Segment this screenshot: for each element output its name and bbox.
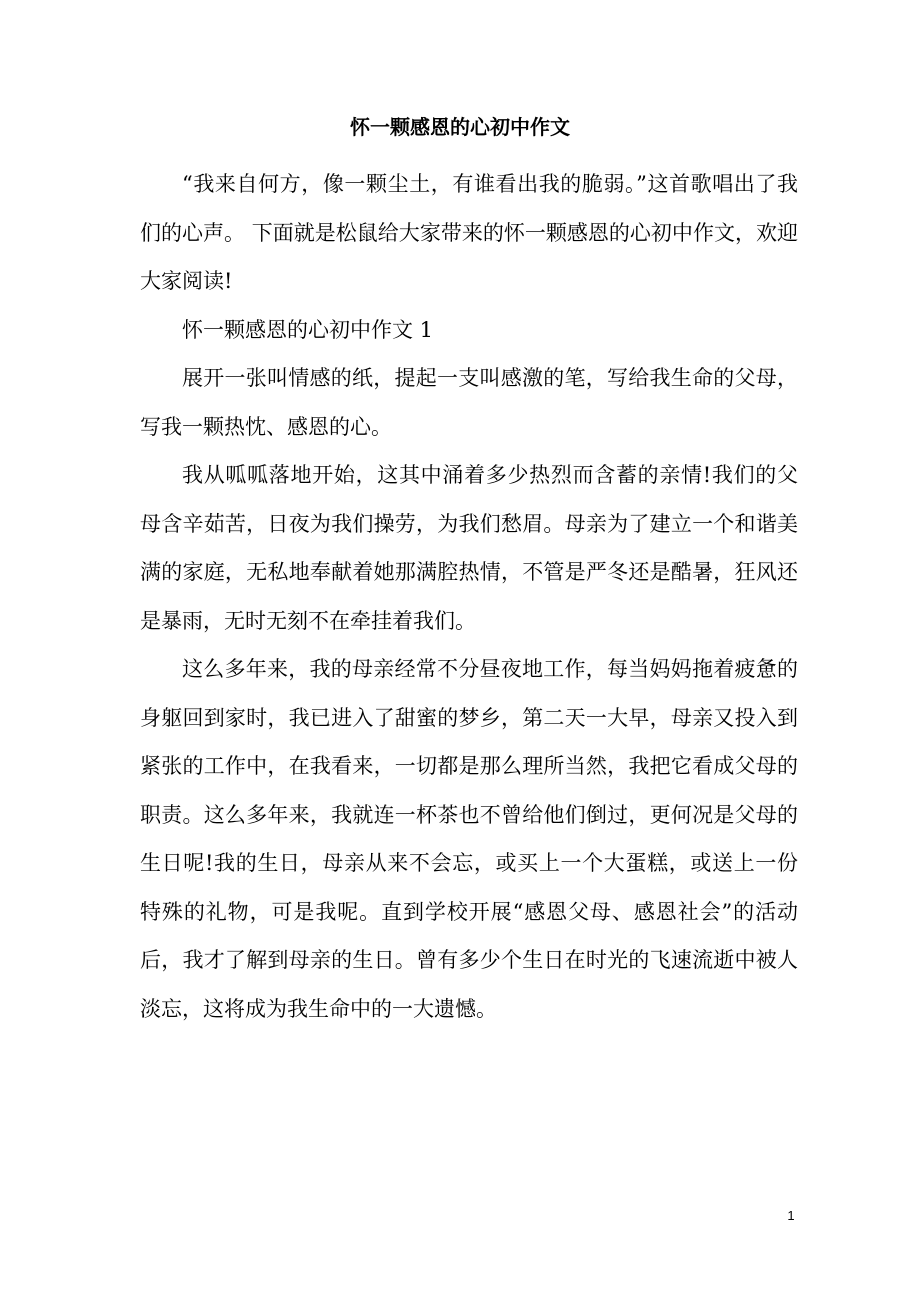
body-paragraph: 展开一张叫情感的纸，提起一支叫感激的笔，写给我生命的父母，写我一颗热忱、感恩的心。	[140, 366, 798, 439]
document-body	[140, 160, 798, 1033]
document-title: 怀一颗感恩的心初中作文	[350, 115, 570, 139]
section-title: 怀一颗感恩的心初中作文 1	[182, 317, 434, 342]
intro-paragraph: “我来自何方，像一颗尘土，有谁看出我的脆弱。”这首歌唱出了我们的心声。 下面就是松鼠给大家带来的怀一颗感恩的心初中作文，欢迎大家阅读!	[140, 172, 798, 293]
body-paragraph: 我从呱呱落地开始，这其中涌着多少热烈而含蓄的亲情!我们的父母含辛茹苦，日夜为我们操劳，为我们愁眉。母亲为了建立一个和谐美满的家庭，无私地奉献着她那满腔热情，不管是严冬还是酷暑，狂风还是暴雨，无时无刻不在牵挂着我们。	[140, 463, 798, 633]
page-number: 1	[787, 1208, 795, 1223]
body-paragraph: 这么多年来，我的母亲经常不分昼夜地工作，每当妈妈拖着疲惫的身躯回到家时，我已进入了甜蜜的梦乡，第二天一大早，母亲又投入到紧张的工作中，在我看来，一切都是那么理所当然，我把它看成父母的职责。这么多年来，我就连一杯茶也不曾给他们倒过，更何况是父母的生日呢!我的生日，母亲从来不会忘，或买上一个大蛋糕，或送上一份特殊的礼物，可是我呢。直到学校开展“感恩父母、感恩社会”的活动后，我才了解到母亲的生日。曾有多少个生日在时光的飞速流逝中被人淡忘，这将成为我生命中的一大遗憾。	[140, 657, 798, 1021]
